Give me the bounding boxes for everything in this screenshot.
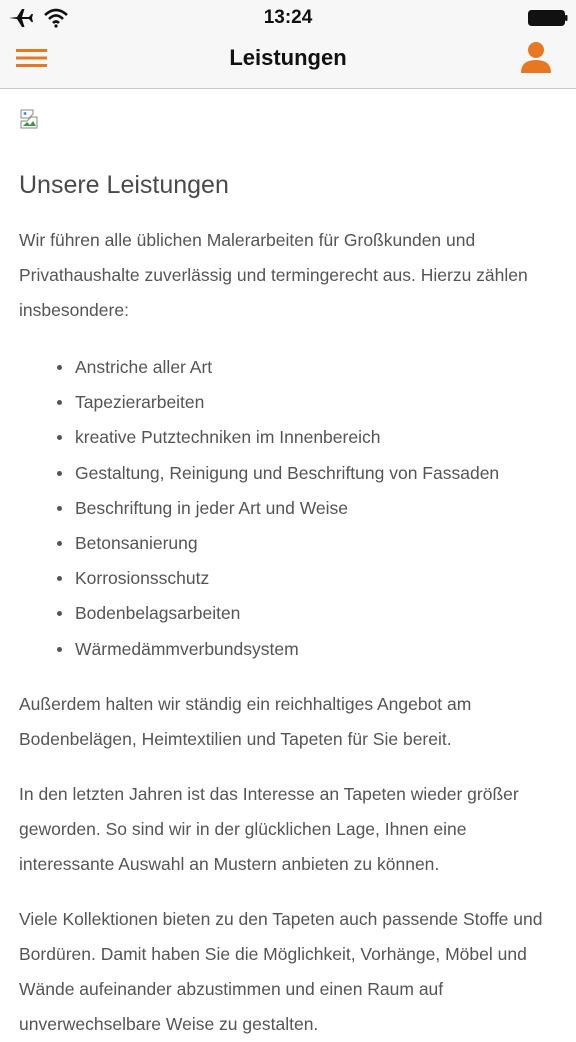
intro-paragraph: Wir führen alle üblichen Malerarbeiten für Großkunden und Privathaushalte zuverlässig und termingerecht aus. Hierzu zählen insbesondere: (19, 230, 528, 320)
list-item: Tapezierarbeiten (57, 385, 564, 420)
user-button[interactable] (518, 40, 558, 76)
list-item: Bodenbelagsarbeiten (57, 596, 564, 631)
hamburger-menu-icon (16, 44, 48, 72)
list-item: Betonsanierung (57, 526, 564, 561)
list-item: Beschriftung in jeder Art und Weise (57, 491, 564, 526)
status-time: 13:24 (263, 7, 313, 28)
status-bar (0, 0, 576, 36)
list-item: Gestaltung, Reinigung und Beschriftung von Fassaden (57, 456, 564, 491)
battery-icon (528, 10, 568, 26)
section-heading: Unsere Leistungen (19, 171, 229, 199)
collections-paragraph: Viele Kollektionen bieten zu den Tapeten auch passende Stoffe und Bordüren. Damit haben Sie die Möglichkeit, Vorhänge, Möbel und Wände aufeinander abzustimmen und einen Raum auf unverwechselbare Weise zu gestalten. (19, 908, 543, 1034)
list-item: Korrosionsschutz (57, 561, 564, 596)
wallpaper-paragraph: In den letzten Jahren ist das Interesse an Tapeten wieder größer geworden. So sind wir in der glücklichen Lage, Ihnen eine interessante Auswahl an Mustern anbieten zu können. (19, 783, 519, 874)
user-icon (518, 40, 554, 76)
content-area (19, 108, 564, 1042)
list-item: Wärmedämmverbundsystem (57, 632, 564, 667)
page-title: Leistungen (229, 45, 347, 70)
list-item: kreative Putztechniken im Innenbereich (57, 420, 564, 455)
menu-button[interactable] (16, 44, 56, 72)
list-item: Anstriche aller Art (57, 350, 564, 385)
offer-paragraph: Außerdem halten wir ständig ein reichhaltiges Angebot am Bodenbelägen, Heimtextilien und Tapeten für Sie bereit. (19, 693, 472, 749)
nav-bar (0, 36, 576, 89)
broken-image-icon (19, 108, 41, 130)
services-list (19, 350, 564, 667)
